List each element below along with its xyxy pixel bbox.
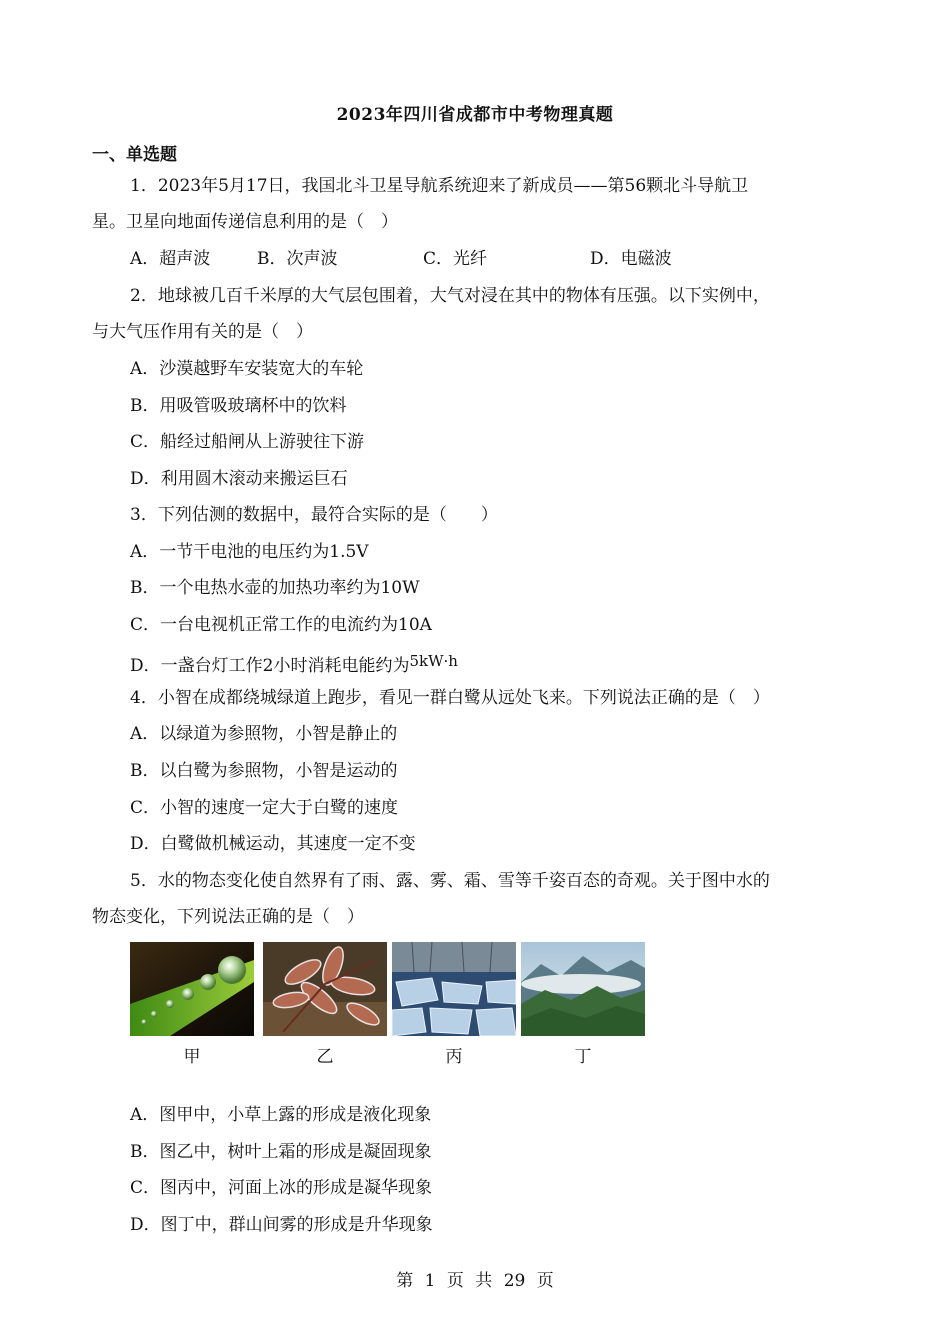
question-1-option-d: D．电磁波 [590,249,672,269]
question-1-option-b: B．次声波 [257,249,338,269]
footer-ye-2: 页 [536,1271,554,1291]
photo-dew-on-grass [130,942,254,1036]
photo-ice-on-river [392,942,516,1036]
question-5-option-d: D．图丁中，群山间雾的形成是升华现象 [130,1215,433,1235]
footer-ye: 页 [446,1271,464,1291]
question-5-option-c: C．图丙中，河面上冰的形成是凝华现象 [130,1178,433,1198]
caption-yi: 乙 [316,1047,334,1067]
photo-frost-on-leaves [263,942,387,1036]
question-5-line-1: 5．水的物态变化使自然界有了雨、露、雾、霜、雪等千姿百态的奇观。关于图中水的 [130,871,770,891]
question-2-option-d: D．利用圆木滚动来搬运巨石 [130,469,348,489]
question-2-line-1: 2．地球被几百千米厚的大气层包围着，大气对浸在其中的物体有压强。以下实例中， [130,286,770,306]
question-3-stem: 3．下列估测的数据中，最符合实际的是（ ） [130,505,498,525]
question-1-option-a: A．超声波 [130,249,211,269]
question-3-option-c: C．一台电视机正常工作的电流约为10A [130,615,432,635]
question-4-option-d: D．白鹭做机械运动，其速度一定不变 [130,834,416,854]
footer-gong: 共 [475,1271,493,1291]
section-heading: 一、单选题 [92,145,177,165]
photo-fog-mountains [521,942,645,1036]
question-1-option-c: C．光纤 [423,249,488,269]
question-2-line-2: 与大气压作用有关的是（ ） [92,322,313,342]
page-footer [0,1266,950,1291]
question-1-line-2: 星。卫星向地面传递信息利用的是（ ） [92,212,398,232]
footer-di: 第 [396,1271,414,1291]
question-1-line-1: 1．2023年5月17日，我国北斗卫星导航系统迎来了新成员——第56颗北斗导航卫 [130,176,749,196]
photo-figures [130,942,640,1072]
question-4-option-b: B．以白鹭为参照物，小智是运动的 [130,761,398,781]
question-3-option-d-text: D．一盏台灯工作2小时消耗电能约为 [130,656,410,676]
energy-unit: 5kW·h [409,652,458,670]
caption-ding: 丁 [574,1047,592,1067]
question-3-option-b: B．一个电热水壶的加热功率约为10W [130,578,420,598]
question-5-option-a: A．图甲中，小草上露的形成是液化现象 [130,1105,432,1125]
question-3-option-d [130,649,458,678]
question-2-option-b: B．用吸管吸玻璃杯中的饮料 [130,396,347,416]
question-5-option-b: B．图乙中，树叶上霜的形成是凝固现象 [130,1142,432,1162]
page-number: 1 [424,1271,436,1291]
total-pages: 29 [503,1271,526,1291]
question-5-line-2: 物态变化，下列说法正确的是（ ） [92,907,364,927]
question-2-option-c: C．船经过船闸从上游驶往下游 [130,432,365,452]
question-4-option-c: C．小智的速度一定大于白鹭的速度 [130,798,399,818]
caption-jia: 甲 [183,1047,201,1067]
caption-bing: 丙 [445,1047,463,1067]
question-4-stem: 4．小智在成都绕城绿道上跑步，看见一群白鹭从远处飞来。下列说法正确的是（ ） [130,688,770,708]
document-title: 2023年四川省成都市中考物理真题 [336,105,614,125]
question-4-option-a: A．以绿道为参照物，小智是静止的 [130,724,398,744]
question-2-option-a: A．沙漠越野车安装宽大的车轮 [130,359,364,379]
question-3-option-a: A．一节干电池的电压约为1.5V [130,542,369,562]
